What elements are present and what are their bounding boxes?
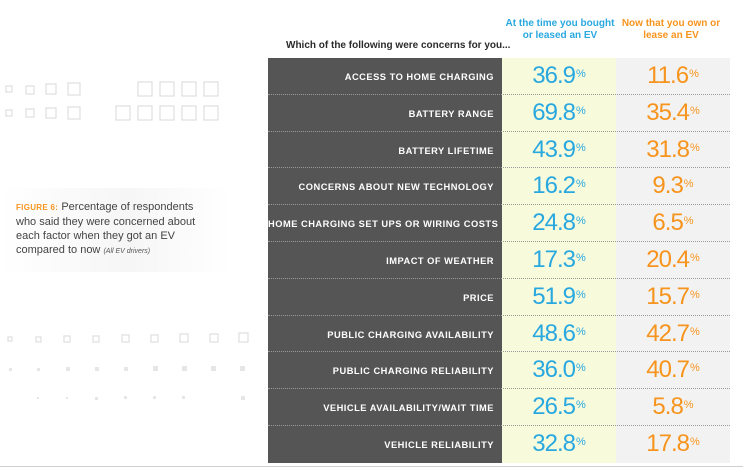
value-at-purchase [502,246,616,274]
value-number: 17.8 [646,429,689,457]
percent-sign: % [575,251,586,264]
table-row [268,426,730,463]
table-row [268,205,730,242]
value-number: 9.3 [652,172,683,200]
table-row [268,168,730,205]
value-now [616,209,730,237]
table-row [268,279,730,316]
row-label: VEHICLE AVAILABILITY/WAIT TIME [323,403,494,414]
percent-sign: % [689,141,700,154]
value-number: 31.8 [646,135,689,163]
value-now [616,320,730,348]
percent-sign: % [575,288,586,301]
value-number: 35.4 [646,98,689,126]
value-now [616,283,730,311]
column-header-at-purchase: At the time you bought or leased an EV [505,18,615,41]
percent-sign: % [683,399,694,412]
figure-label: FIGURE 6: [16,203,59,212]
row-label: PUBLIC CHARGING AVAILABILITY [327,329,494,340]
value-at-purchase [502,356,616,384]
value-number: 5.8 [652,393,683,421]
value-now [616,136,730,164]
chart-title: Which of the following were concerns for you... [286,40,511,51]
value-number: 26.5 [532,393,575,421]
table-row [268,95,730,132]
caption-note: (All EV drivers) [103,248,151,255]
value-now [616,172,730,200]
table-row [268,389,730,426]
value-number: 17.3 [532,245,575,273]
value-number: 6.5 [652,209,683,237]
value-now [616,246,730,274]
bottom-divider [0,466,743,467]
value-number: 36.9 [532,62,575,89]
percent-sign: % [683,178,694,191]
value-number: 69.8 [532,98,575,126]
value-number: 43.9 [532,135,575,163]
column-header-now: Now that you own or lease an EV [621,18,721,41]
percent-sign: % [575,68,586,80]
value-number: 20.4 [646,245,689,273]
percent-sign: % [575,325,586,338]
value-number: 36.0 [532,356,575,384]
row-label: VEHICLE RELIABILITY [384,439,494,450]
percent-sign: % [683,215,694,228]
value-at-purchase [502,172,616,200]
percent-sign: % [575,215,586,228]
value-number: 16.2 [532,172,575,200]
percent-sign: % [575,399,586,412]
value-at-purchase [502,430,616,458]
percent-sign: % [575,178,586,191]
caption-text: Percentage of respondents who said they were concerned about each factor when they got an EV compared to now [16,201,196,256]
percent-sign: % [575,435,586,448]
row-label: ACCESS TO HOME CHARGING [344,72,494,82]
data-table [268,58,730,463]
value-now [616,62,730,90]
value-number: 51.9 [532,282,575,310]
row-label: HOME CHARGING SET UPS OR WIRING COSTS [268,219,499,230]
table-row [268,316,730,353]
row-label: PRICE [463,292,494,303]
value-number: 32.8 [532,429,575,457]
value-number: 11.6 [647,62,689,89]
value-at-purchase [502,320,616,348]
table-row [268,352,730,389]
percent-sign: % [689,288,700,301]
percent-sign: % [689,68,699,80]
value-number: 42.7 [646,319,689,347]
row-label: BATTERY LIFETIME [398,145,494,156]
value-number: 15.7 [646,282,689,310]
percent-sign: % [689,104,700,117]
value-number: 40.7 [646,356,689,384]
value-now [616,356,730,384]
value-number: 48.6 [532,319,575,347]
percent-sign: % [689,325,700,338]
value-at-purchase [502,136,616,164]
figure-caption [16,200,216,259]
percent-sign: % [689,362,700,375]
table-row [268,58,730,95]
value-at-purchase [502,62,616,90]
percent-sign: % [575,362,586,375]
percent-sign: % [575,141,586,154]
row-label: CONCERNS ABOUT NEW TECHNOLOGY [298,182,494,193]
value-at-purchase [502,283,616,311]
value-at-purchase [502,99,616,127]
percent-sign: % [689,435,700,448]
row-label: IMPACT OF WEATHER [386,255,494,266]
table-row [268,242,730,279]
row-label: PUBLIC CHARGING RELIABILITY [332,366,494,377]
value-now [616,99,730,127]
value-now [616,393,730,421]
row-label: BATTERY RANGE [408,108,494,119]
percent-sign: % [689,251,700,264]
value-now [616,430,730,458]
value-at-purchase [502,393,616,421]
value-number: 24.8 [532,209,575,237]
percent-sign: % [575,104,586,117]
value-at-purchase [502,209,616,237]
table-row [268,132,730,169]
